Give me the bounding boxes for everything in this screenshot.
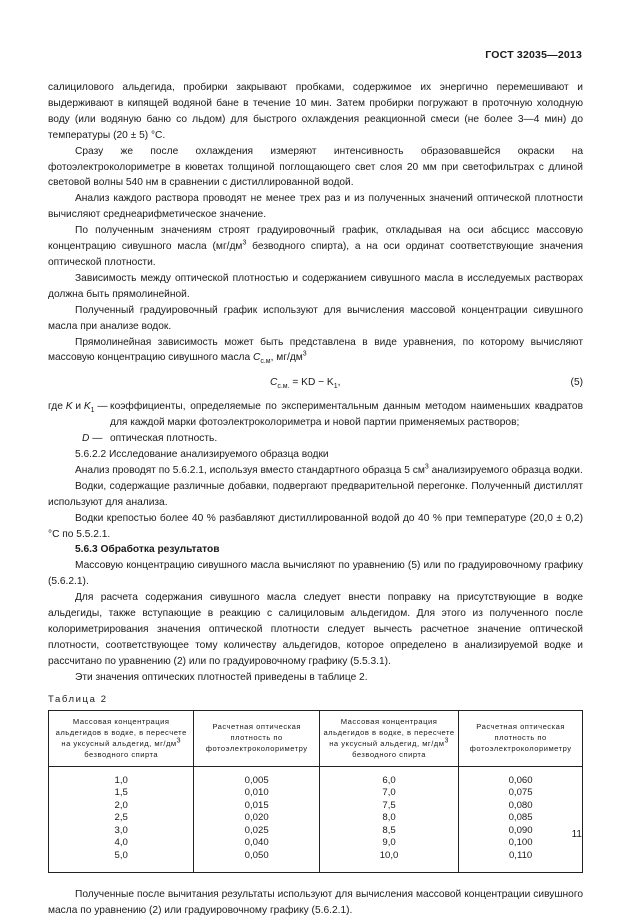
table-cell: 0,020 xyxy=(194,812,319,825)
table-cell: 5,0 xyxy=(49,850,194,873)
paragraph: Сразу же после охлаждения измеряют интенсивность образовавшейся окраски на фотоэлектроколориметре в кюветах толщиной поглощающего свет слоя 20 мм при светофильтрах с длиной световой волны 540 нм в сравнении с дистиллированной водой. xyxy=(48,145,583,189)
table-cell: 8,0 xyxy=(319,812,458,825)
paragraph: Водки крепостью более 40 % разбавляют дистиллированной водой до 40 % при температуре (20,0 ± 0,2) °С по 5.5.2.1. xyxy=(48,512,583,540)
paragraph: Полученный градуировочный график используют для вычисления массовой концентрации сивушного масла при анализе водок. xyxy=(48,304,583,332)
paragraph: Зависимость между оптической плотностью и содержанием сивушного масла в исследуемых растворах должна быть прямолинейной. xyxy=(48,272,583,300)
table-cell: 10,0 xyxy=(319,850,458,873)
definition-symbol: где K и $K_1$ — xyxy=(48,401,108,415)
table-cell: 0,040 xyxy=(194,837,319,850)
table-header-row xyxy=(49,710,583,766)
table-2 xyxy=(48,710,583,874)
paragraph: Полученные после вычитания результаты используют для вычисления массовой концентрации сивушного масла по уравнению (2) или градуировочному графику (5.6.2.1). xyxy=(48,889,583,916)
column-header: Массовая концентрация альдегидов в водке, в пересчете на уксусный альдегид, $мг/дм^3$ безводного спирта xyxy=(49,710,194,766)
table-cell: 6,0 xyxy=(319,766,458,787)
table-cell: 0,090 xyxy=(459,825,583,838)
formula-expression: $C_{с.м.}$ = KD − $K_1$, xyxy=(270,377,341,391)
table-cell: 4,0 xyxy=(49,837,194,850)
paragraph: По полученным значениям строят градуировочный график, откладывая на оси абсцисс массовую концентрацию сивушного масла ($мг/дм^3$ безводного спирта), а на оси ординат соответствующие значения оптической плотности. xyxy=(48,225,583,268)
table-cell: 0,060 xyxy=(459,766,583,787)
table-cell: 2,0 xyxy=(49,800,194,813)
table-cell: 7,0 xyxy=(319,787,458,800)
paragraph: Эти значения оптических плотностей приведены в таблице 2. xyxy=(75,671,368,683)
paragraph: салицилового альдегида, пробирки закрывают пробками, содержимое их энергично перемешивают и выдерживают в кипящей водяной бане в течение 10 мин. Затем пробирки погружают в проточную холодную воду (или водяную баню со льдом) для быстрого охлаждения реакционной смеси (не более 3—4 мин) до температуры (20 ± 5) °С. xyxy=(48,82,583,141)
table-row xyxy=(49,837,583,850)
table-cell: 0,050 xyxy=(194,850,319,873)
paragraph: Анализ проводят по 5.6.2.1, используя вместо стандартного образца 5 $см^3$ анализируемого образца водки. xyxy=(75,463,583,476)
table-row xyxy=(49,800,583,813)
table-cell: 0,080 xyxy=(459,800,583,813)
page-content xyxy=(48,80,583,919)
table-row xyxy=(49,825,583,838)
column-header: Расчетная оптическая плотность по фотоэлектроколориметру xyxy=(194,710,319,766)
paragraph: Для расчета содержания сивушного масла следует внести поправку на присутствующие в водке альдегиды, также вступающие в реакцию с салициловым альдегидом. Для этого из полученного после колориметрирования значения оптической плотности следует вычесть расчетное значение оптической плотности, соответствующее тому количеству альдегидов, которое определено в анализируемой водке и рассчитано по уравнению (2) или по градуировочному графику (5.5.3.1). xyxy=(48,592,583,667)
section-heading-5-6-2-2: 5.6.2.2 Исследование анализируемого образца водки xyxy=(75,449,329,461)
definition-text: оптическая плотность. xyxy=(110,433,218,445)
table-cell: 0,110 xyxy=(459,850,583,873)
column-header: Расчетная оптическая плотность по фотоэлектроколориметру xyxy=(459,710,583,766)
formula-5 xyxy=(48,375,583,393)
symbol-definitions xyxy=(48,399,583,447)
section-heading-5-6-3: 5.6.3 Обработка результатов xyxy=(75,544,220,556)
table-cell: 0,010 xyxy=(194,787,319,800)
table-row xyxy=(49,766,583,787)
paragraph: Водки, содержащие различные добавки, подвергают предварительной перегонке. Полученный дистиллят используют для анализа. xyxy=(48,480,583,508)
paragraph: Прямолинейная зависимость может быть представлена в виде уравнения, по которому вычисляют массовую концентрацию сивушного масла $C_{с.м}$, $мг/дм^3$ xyxy=(48,336,583,366)
table-cell: 1,0 xyxy=(49,766,194,787)
table-cell: 2,5 xyxy=(49,812,194,825)
definition-row xyxy=(48,399,583,431)
table-cell: 0,075 xyxy=(459,787,583,800)
table-cell: 0,015 xyxy=(194,800,319,813)
table-cell: 0,100 xyxy=(459,837,583,850)
standard-header: ГОСТ 32035—2013 xyxy=(485,49,582,61)
definition-text: коэффициенты, определяемые по экспериментальным данным методом наименьших квадратов для каждой марки фотоэлектроколориметра и новой партии применяемых растворов; xyxy=(110,401,583,429)
paragraph: Массовую концентрацию сивушного масла вычисляют по уравнению (5) или по градуировочному графику (5.6.2.1). xyxy=(48,560,583,588)
column-header: Массовая концентрация альдегидов в водке, в пересчете на уксусный альдегид, $мг/дм^3$ безводного спирта xyxy=(319,710,458,766)
table-row xyxy=(49,850,583,873)
definition-row xyxy=(48,431,583,447)
table-cell: 0,085 xyxy=(459,812,583,825)
paragraph: Анализ каждого раствора проводят не менее трех раз и из полученных значений оптической плотности вычисляют среднеарифметическое значение. xyxy=(48,193,583,221)
table-cell: 7,5 xyxy=(319,800,458,813)
definition-symbol: D — xyxy=(82,433,103,445)
table-cell: 0,025 xyxy=(194,825,319,838)
table-cell: 0,005 xyxy=(194,766,319,787)
formula-number: (5) xyxy=(570,377,583,389)
table-row xyxy=(49,787,583,800)
table-row xyxy=(49,812,583,825)
table-cell: 3,0 xyxy=(49,825,194,838)
page-number: 11 xyxy=(571,829,582,840)
table-cell: 9,0 xyxy=(319,837,458,850)
table-caption: Таблица 2 xyxy=(48,693,108,705)
table-cell: 1,5 xyxy=(49,787,194,800)
table-cell: 8,5 xyxy=(319,825,458,838)
